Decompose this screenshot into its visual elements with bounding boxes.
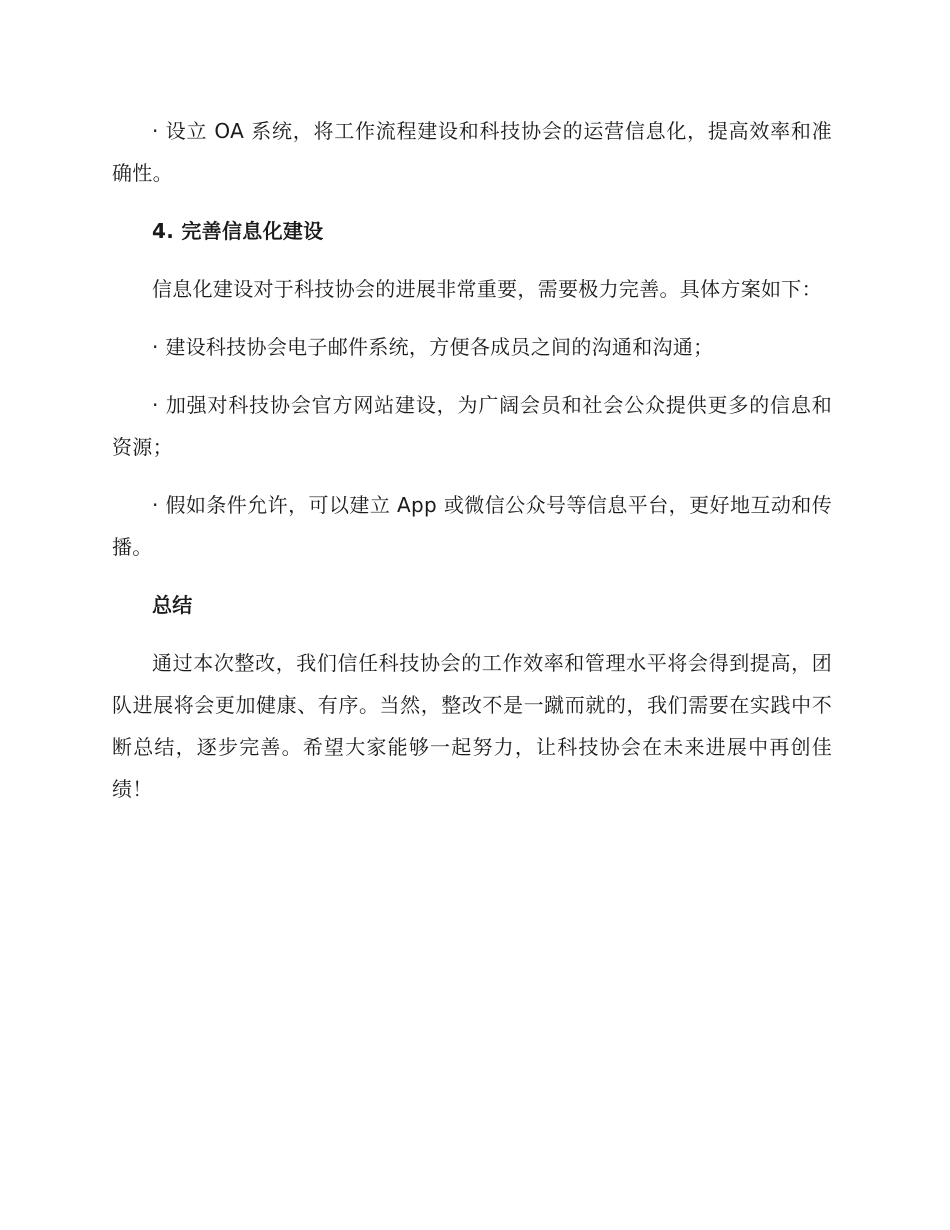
- section-4-intro: 信息化建设对于科技协会的进展非常重要，需要极力完善。具体方案如下：: [152, 277, 822, 301]
- summary-paragraph: 通过本次整改，我们信任科技协会的工作效率和管理水平将会得到提高，团队进展将会更加健康、有序。当然，整改不是一蹴而就的，我们需要在实践中不断总结，逐步完善。希望大家能够一起努力，让科技协会在未来进展中再创佳绩！: [112, 651, 832, 801]
- summary-heading: 总结: [152, 593, 193, 617]
- section-4-heading: 4. 完善信息化建设: [152, 219, 324, 243]
- bullet-official-website: · 加强对科技协会官方网站建设，为广阔会员和社会公众提供更多的信息和资源；: [112, 393, 832, 459]
- document-body: [112, 110, 832, 826]
- bullet-app-platform: · 假如条件允许，可以建立 App 或微信公众号等信息平台，更好地互动和传播。: [112, 493, 832, 559]
- bullet-email-system: · 建设科技协会电子邮件系统，方便各成员之间的沟通和沟通；: [152, 335, 714, 359]
- bullet-oa-system: · 设立 OA 系统，将工作流程建设和科技协会的运营信息化，提高效率和准确性。: [112, 119, 832, 185]
